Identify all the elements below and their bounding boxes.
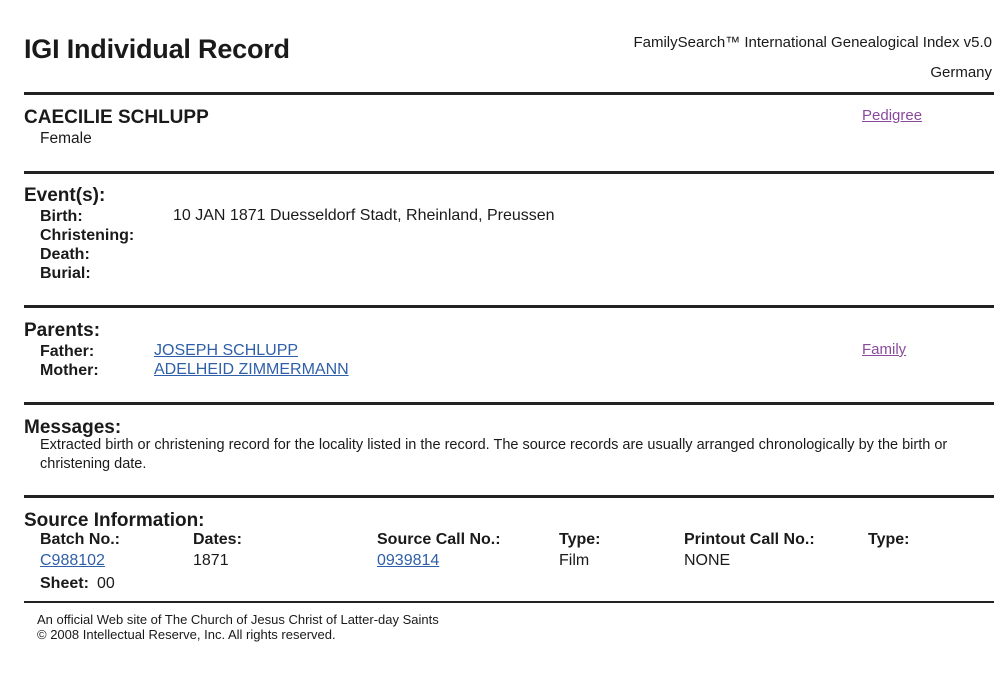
footer-line-1: An official Web site of The Church of Jesus Christ of Latter-day Saints (37, 612, 439, 627)
divider (24, 495, 994, 498)
christening-label: Christening: (40, 227, 135, 244)
sheet-label: Sheet: (40, 575, 89, 592)
footer-copyright: © 2008 Intellectual Reserve, Inc. All rights reserved. (37, 627, 336, 642)
printout-call-value: NONE (684, 552, 731, 569)
father-label: Father: (40, 343, 95, 360)
type-label: Type: (559, 531, 601, 548)
divider (24, 171, 994, 174)
region-label: Germany (930, 64, 992, 81)
message-text: Extracted birth or christening record for the locality listed in the record. The source records are usually arranged chronologically by the birth or christening date. (40, 437, 948, 472)
batch-link[interactable]: C988102 (40, 552, 105, 569)
divider (24, 402, 994, 405)
family-link[interactable]: Family (862, 341, 907, 358)
page-title: IGI Individual Record (24, 34, 290, 64)
batch-label: Batch No.: (40, 531, 120, 548)
dates-label: Dates: (193, 531, 242, 548)
sheet-value: 00 (97, 575, 115, 592)
divider (24, 601, 994, 603)
dates-value: 1871 (193, 552, 229, 569)
divider (24, 92, 994, 95)
messages-heading: Messages: (24, 417, 122, 438)
events-heading: Event(s): (24, 185, 106, 206)
call-no-label: Source Call No.: (377, 531, 501, 548)
person-name: CAECILIE SCHLUPP (24, 107, 209, 128)
printout-type-label: Type: (868, 531, 910, 548)
mother-link[interactable]: ADELHEID ZIMMERMANN (154, 361, 349, 378)
mother-label: Mother: (40, 362, 99, 379)
site-name: FamilySearch™ International Genealogical Index v5.0 (633, 34, 992, 51)
pedigree-link[interactable]: Pedigree (862, 107, 923, 124)
birth-label: Birth: (40, 208, 83, 225)
type-value: Film (559, 552, 590, 569)
call-no-link[interactable]: 0939814 (377, 552, 440, 569)
parents-heading: Parents: (24, 320, 101, 341)
birth-value: 10 JAN 1871 Duesseldorf Stadt, Rheinland, Preussen (173, 207, 555, 224)
death-label: Death: (40, 246, 90, 263)
person-sex: Female (40, 130, 92, 147)
burial-label: Burial: (40, 265, 91, 282)
father-link[interactable]: JOSEPH SCHLUPP (154, 342, 299, 359)
printout-call-label: Printout Call No.: (684, 531, 815, 548)
source-heading: Source Information: (24, 510, 205, 531)
divider (24, 305, 994, 308)
